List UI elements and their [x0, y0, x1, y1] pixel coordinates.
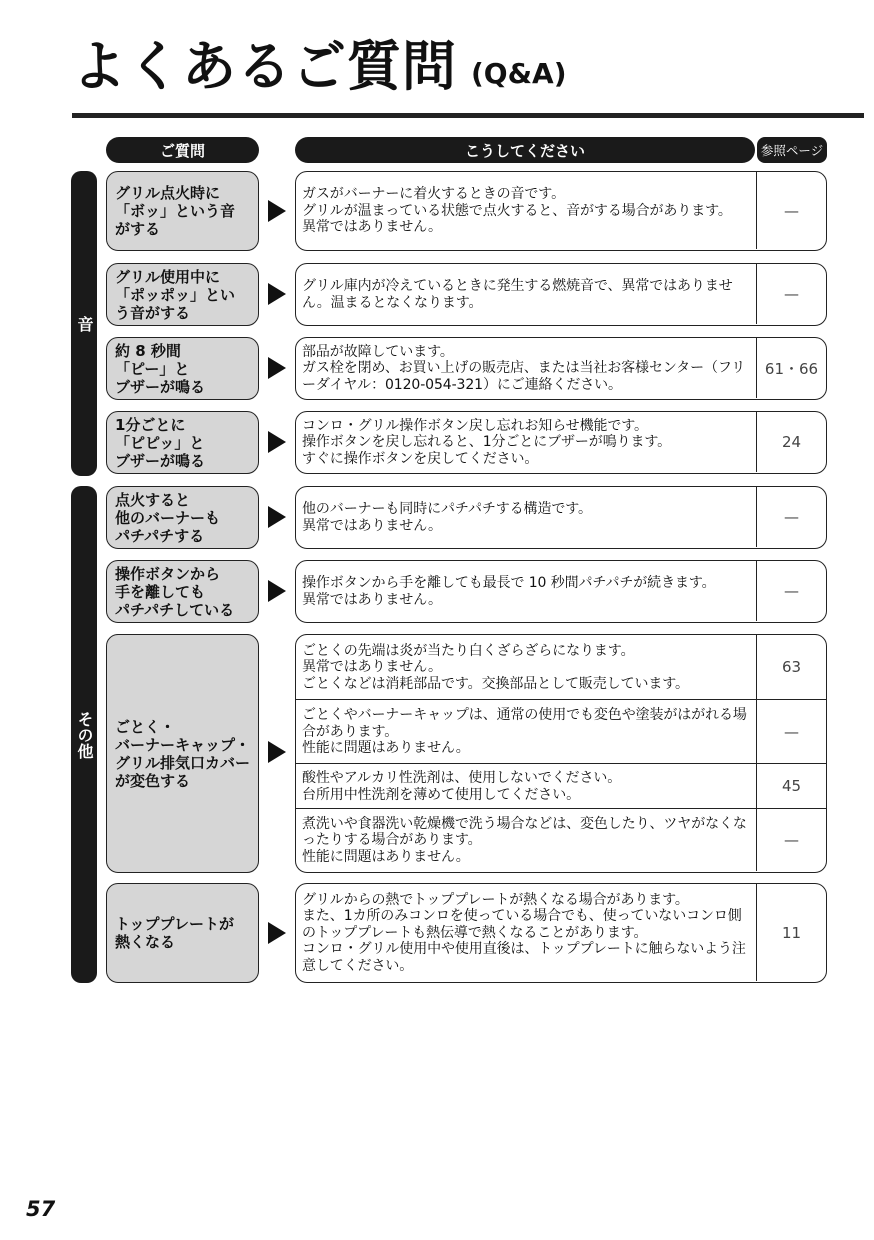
arrow-right-icon	[268, 200, 286, 222]
answer-text: 他のバーナーも同時にパチパチする構造です。 異常ではありません。	[302, 501, 592, 534]
answer-row	[296, 338, 826, 398]
question-text: 操作ボタンから 手を離しても パチパチしている	[115, 564, 235, 619]
answer-cell	[295, 411, 827, 474]
answer-text: ごとくの先端は炎が当たり白くざらざらになります。 異常ではありません。 ごとくなどは消耗部品です。交換部品として販売しています。	[302, 642, 689, 692]
question-text: トッププレートが 熱くなる	[115, 915, 234, 951]
title-sub: (Q&A)	[471, 57, 567, 90]
ref-page: 45	[756, 764, 826, 808]
ref-page: 61・66	[756, 338, 826, 398]
title-rule	[72, 113, 864, 118]
answer-cell	[295, 883, 827, 983]
category-sound-label: 音	[75, 315, 94, 332]
category-other	[71, 486, 97, 983]
arrow-right-icon	[268, 506, 286, 528]
question-cell	[106, 337, 259, 400]
page-title	[72, 35, 567, 98]
ref-page: —	[756, 561, 826, 621]
question-cell	[106, 263, 259, 326]
arrow-right-icon	[268, 922, 286, 944]
category-sound	[71, 171, 97, 476]
arrow-right-icon	[268, 357, 286, 379]
answer-row	[296, 699, 826, 763]
question-text: グリル使用中に 「ポッポッ」とい う音がする	[115, 267, 236, 322]
ref-page: —	[756, 264, 826, 324]
answer-row	[296, 884, 826, 981]
category-other-label: その他	[75, 710, 94, 759]
question-text: グリル点火時に 「ボッ」という音 がする	[115, 184, 236, 238]
question-cell	[106, 883, 259, 983]
arrow-right-icon	[268, 431, 286, 453]
question-cell	[106, 634, 259, 873]
answer-cell	[295, 263, 827, 326]
ref-page: 24	[756, 412, 826, 472]
answer-row	[296, 635, 826, 699]
answer-text: グリルからの熱でトッププレートが熱くなる場合があります。 また、1カ所のみコンロを使っている場合でも、使っていないコンロ側のトッププレートも熱伝導で熱くなることがあります。 コンロ・グリル使用中や使用直後は、トッププレートに触らないよう注意してください。	[302, 891, 746, 974]
answer-text: ガスがバーナーに着火するときの音です。 グリルが温まっている状態で点火すると、音がする場合があります。 異常ではありません。	[302, 186, 732, 236]
question-text: 1分ごとに 「ピピッ」と ブザーが鳴る	[115, 415, 206, 470]
question-cell	[106, 411, 259, 474]
ref-page: —	[756, 809, 826, 871]
question-text: ごとく・ バーナーキャップ・ グリル排気口カバー が変色する	[115, 717, 251, 790]
answer-cell	[295, 486, 827, 549]
answer-row	[296, 808, 826, 871]
answer-row	[296, 264, 826, 324]
answer-row	[296, 172, 826, 249]
answer-cell	[295, 560, 827, 623]
question-text: 点火すると 他のバーナーも パチパチする	[115, 490, 221, 545]
question-header: ご質問	[106, 137, 259, 163]
ref-page-header: 参照ページ	[757, 137, 827, 163]
answer-row	[296, 412, 826, 472]
answer-row	[296, 763, 826, 808]
question-cell	[106, 171, 259, 251]
ref-page: —	[756, 700, 826, 763]
answer-text: ごとくやバーナーキャップは、通常の使用でも変色や塗装がはがれる場合があります。 性能に問題はありません。	[302, 707, 747, 757]
answer-text: グリル庫内が冷えているときに発生する燃焼音で、異常ではありません。温まるとなくなります。	[302, 278, 733, 311]
answer-text: 煮洗いや食器洗い乾燥機で洗う場合などは、変色したり、ツヤがなくなったりする場合があります。 性能に問題はありません。	[302, 815, 747, 865]
answer-cell	[295, 634, 827, 873]
answer-text: コンロ・グリル操作ボタン戻し忘れお知らせ機能です。 操作ボタンを戻し忘れると、1分ごとにブザーが鳴ります。 すぐに操作ボタンを戻してください。	[302, 417, 672, 467]
question-cell	[106, 486, 259, 549]
answer-row	[296, 487, 826, 547]
ref-page: —	[756, 487, 826, 547]
answer-cell	[295, 337, 827, 400]
question-text: 約 8 秒間 「ピー」と ブザーが鳴る	[115, 341, 206, 396]
answer-text: 操作ボタンから手を離しても最長で 10 秒間パチパチが続きます。 異常ではありません。	[302, 575, 716, 608]
arrow-right-icon	[268, 580, 286, 602]
question-cell	[106, 560, 259, 623]
title-main: よくあるご質問	[72, 35, 457, 98]
arrow-right-icon	[268, 741, 286, 763]
arrow-right-icon	[268, 283, 286, 305]
ref-page: 63	[756, 635, 826, 699]
ref-page: 11	[756, 884, 826, 981]
ref-page: —	[756, 172, 826, 249]
answer-header: こうしてください	[295, 137, 755, 163]
answer-text: 部品が故障しています。 ガス栓を閉め、お買い上げの販売店、または当社お客様センター（フリーダイヤル：0120-054-321）にご連絡ください。	[302, 343, 746, 393]
page-number: 57	[26, 1197, 56, 1221]
answer-text: 酸性やアルカリ性洗剤は、使用しないでください。 台所用中性洗剤を薄めて使用してください。	[302, 770, 622, 803]
answer-row	[296, 561, 826, 621]
answer-cell	[295, 171, 827, 251]
